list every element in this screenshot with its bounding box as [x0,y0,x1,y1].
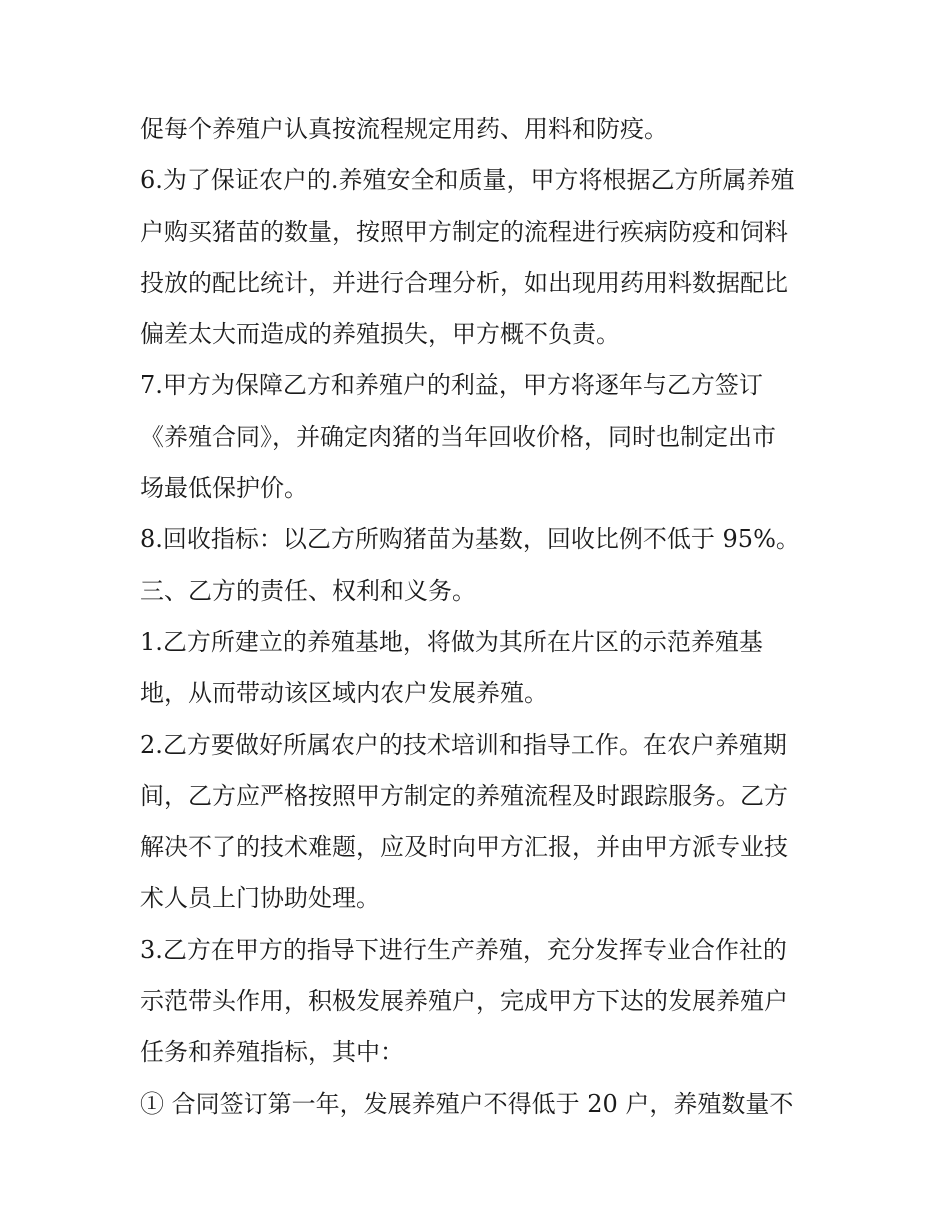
text-line: 地，从而带动该区域内农户发展养殖。 [140,679,548,708]
text-line: 偏差太大而造成的养殖损失，甲方概不负责。 [140,320,620,349]
text-line: 7.甲方为保障乙方和养殖户的利益，甲方将逐年与乙方签订 [140,371,763,400]
text-line: 投放的配比统计，并进行合理分析，如出现用药用料数据配比 [140,268,788,297]
text-line: 示范带头作用，积极发展养殖户，完成甲方下达的发展养殖户 [140,987,788,1016]
text-line: 3.乙方在甲方的指导下进行生产养殖，充分发挥专业合作社的 [140,935,787,964]
text-line: 场最低保护价。 [140,474,308,503]
text-line: 2.乙方要做好所属农户的技术培训和指导工作。在农户养殖期 [140,730,787,759]
text-line: 1.乙方所建立的养殖基地，将做为其所在片区的示范养殖基 [140,627,763,656]
text-line: 8.回收指标：以乙方所购猪苗为基数，回收比例不低于 95%。 [140,525,800,554]
text-line: 间，乙方应严格按照甲方制定的养殖流程及时跟踪服务。乙方 [140,781,788,810]
text-line: 6.为了保证农户的.养殖安全和质量，甲方将根据乙方所属养殖 [140,166,795,195]
text-line: 《养殖合同》，并确定肉猪的当年回收价格，同时也制定出市 [140,422,776,451]
document-body [140,104,820,1130]
text-line: 解决不了的技术难题，应及时向甲方汇报，并由甲方派专业技 [140,833,788,862]
text-line: 术人员上门协助处理。 [140,884,380,913]
text-line: 任务和养殖指标，其中： [140,1038,404,1067]
text-line: ① 合同签订第一年，发展养殖户不得低于 20 户，养殖数量不 [140,1089,794,1118]
text-line: 促每个养殖户认真按流程规定用药、用料和防疫。 [140,115,668,143]
section-heading: 三、乙方的责任、权利和义务。 [140,576,476,605]
text-line: 户购买猪苗的数量，按照甲方制定的流程进行疾病防疫和饲料 [140,217,788,246]
